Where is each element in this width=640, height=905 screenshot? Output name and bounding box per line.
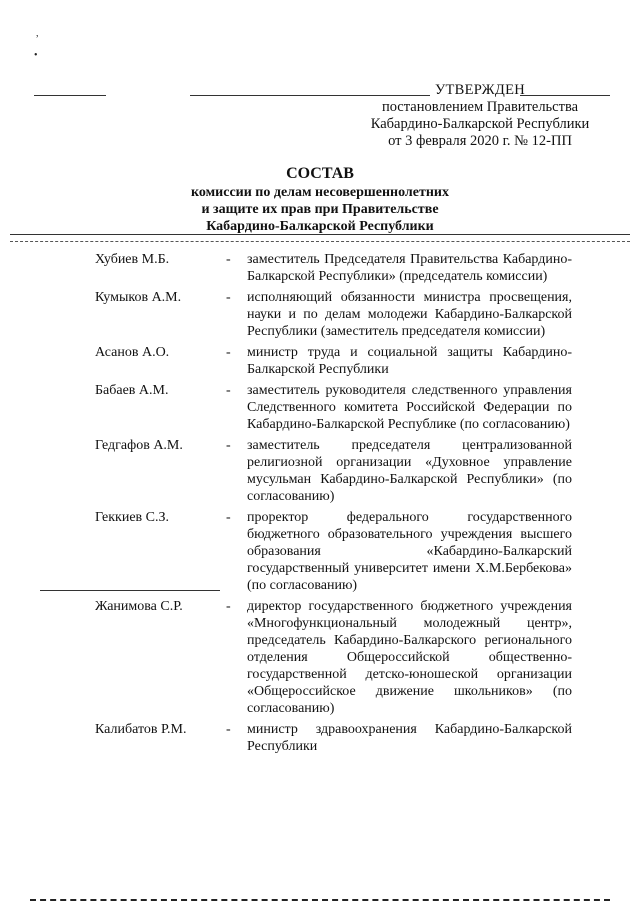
member-row: [0, 289, 640, 344]
member-role: министр здравоохранения Кабардино-Балкарской Республики: [247, 722, 572, 754]
heading-line-1: комиссии по делам несовершеннолетних: [191, 185, 449, 200]
member-role: исполняющий обязанности министра просвещения, науки и по делам молодежи Кабардино-Балкарской Республики (заместитель председателя комиссии): [247, 290, 572, 339]
member-name: Бабаев А.М.: [95, 383, 169, 398]
member-name: Жанимова С.Р.: [95, 599, 183, 614]
member-dash: -: [226, 383, 231, 398]
member-name: Калибатов Р.М.: [95, 722, 187, 737]
member-row: [0, 344, 640, 382]
heading-title: СОСТАВ: [286, 165, 354, 182]
heading-line-3: Кабардино-Балкарской Республики: [206, 219, 434, 234]
member-dash: -: [226, 345, 231, 360]
member-row: [0, 382, 640, 437]
approval-block: [360, 82, 600, 150]
member-row: [0, 598, 640, 721]
approval-line-1: постановлением Правительства: [381, 99, 579, 115]
heading-rule: [10, 234, 630, 235]
approval-line-3: от 3 февраля 2020 г. № 12-ПП: [388, 133, 572, 149]
document-heading: [180, 165, 460, 235]
member-dash: -: [226, 290, 231, 305]
member-dash: -: [226, 722, 231, 737]
member-role: заместитель Председателя Правительства Кабардино-Балкарской Республики» (председатель комиссии): [247, 252, 572, 284]
member-name: Кумыков А.М.: [95, 290, 182, 305]
member-dash: -: [226, 252, 231, 267]
top-rule-left: [34, 95, 106, 96]
member-role: проректор федерального государственного бюджетного образовательного учреждения высшего образования «Кабардино-Балкарский государственный университет имени Х.М.Бербекова» (по согласованию): [247, 510, 572, 593]
scan-line-left: [40, 590, 220, 591]
heading-rule-dashed: [10, 241, 630, 242]
member-dash: -: [226, 438, 231, 453]
member-row: [0, 509, 640, 598]
member-row: [0, 721, 640, 759]
member-role: директор государственного бюджетного учреждения «Многофункциональный молодежный центр», председатель Кабардино-Балкарского регионального отделения Общероссийской общественно-государственной детско-юношеской организации «Общероссийское движение школьников» (по согласованию): [247, 599, 572, 716]
approval-line-2: Кабардино-Балкарской Республики: [370, 116, 590, 132]
member-row: [0, 251, 640, 289]
member-name: Хубиев М.Б.: [95, 252, 170, 267]
heading-line-2: и защите их прав при Правительстве: [201, 202, 439, 217]
member-name: Асанов А.О.: [95, 345, 170, 360]
member-role: заместитель председателя централизованной религиозной организации «Духовное управление мусульман Кабардино-Балкарской Республики» (по согласованию): [247, 438, 572, 504]
member-role: министр труда и социальной защиты Кабардино-Балкарской Республики: [247, 345, 572, 377]
scan-dot: •: [34, 50, 38, 61]
member-row: [0, 437, 640, 509]
members-list: [0, 251, 640, 759]
member-role: заместитель руководителя следственного управления Следственного комитета Российской Федерации по Кабардино-Балкарской Республике (по согласованию): [247, 383, 572, 432]
member-name: Геккиев С.З.: [95, 510, 170, 525]
bottom-scan-edge: [30, 899, 610, 901]
member-dash: -: [226, 599, 231, 614]
member-dash: -: [226, 510, 231, 525]
scan-mark: ,: [36, 28, 39, 39]
approval-title: УТВЕРЖДЕН: [434, 82, 526, 98]
member-name: Гедгафов А.М.: [95, 438, 183, 453]
